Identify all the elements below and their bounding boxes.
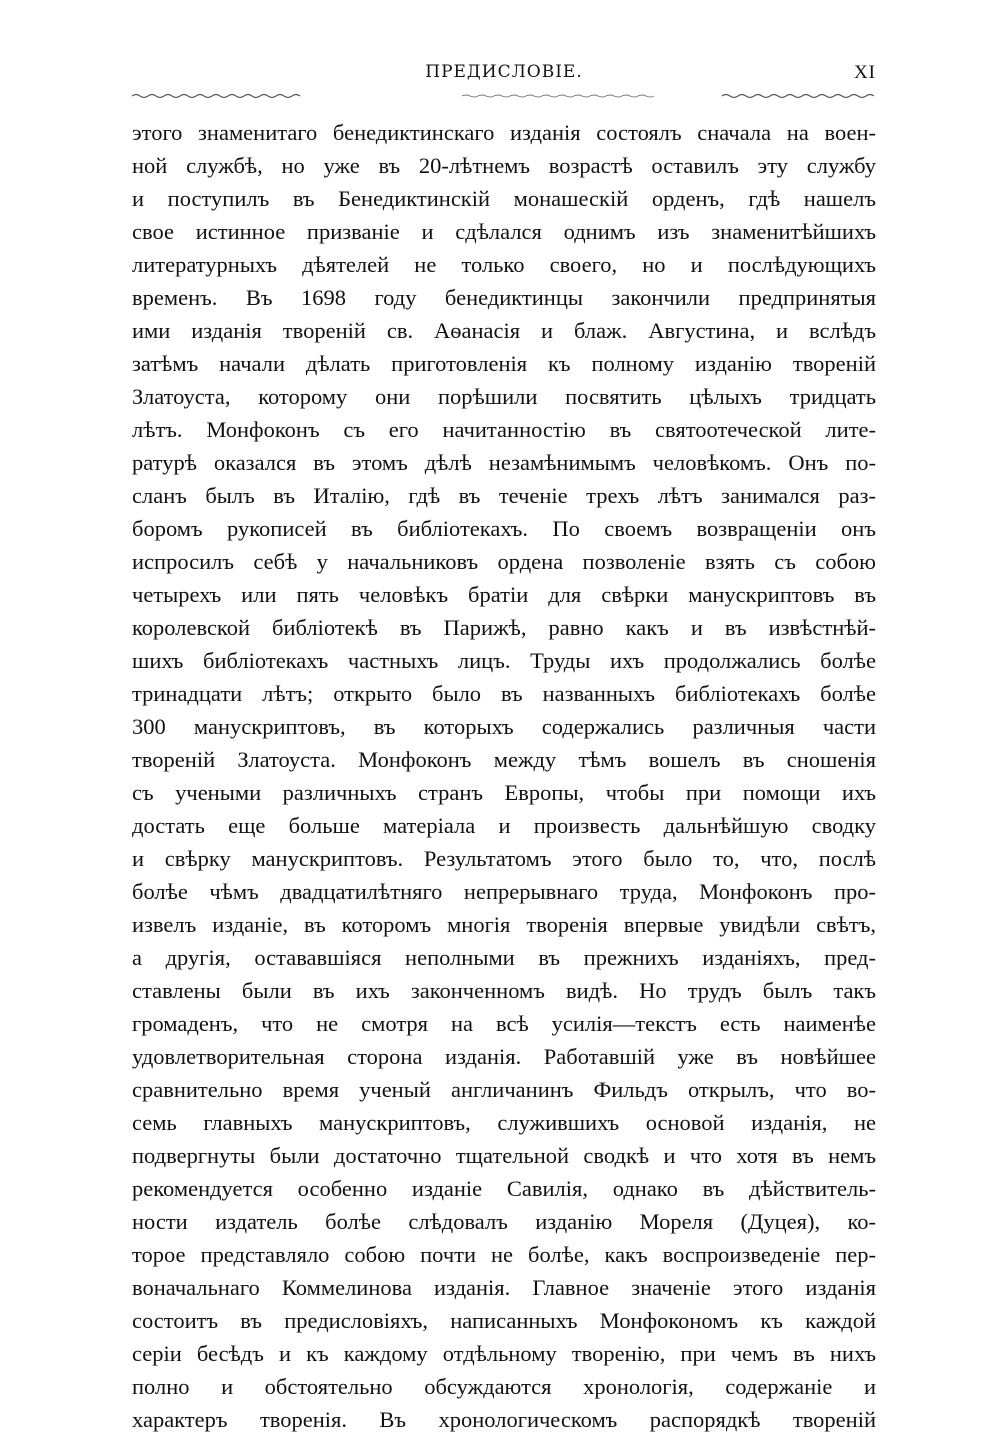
text-line: временъ. Въ 1698 году бенедиктинцы закончили предпринятыя (132, 285, 876, 310)
text-line: состоитъ въ предисловіяхъ, написанныхъ Монфокономъ къ каждой (132, 1308, 876, 1333)
running-title: ПРЕДИСЛОВІЕ. (425, 62, 583, 82)
text-line: ратурѣ оказался въ этомъ дѣлѣ незамѣнимымъ человѣкомъ. Онъ по- (132, 450, 876, 475)
text-line: и свѣрку манускриптовъ. Результатомъ этого было то, что, послѣ (132, 846, 876, 871)
text-line: рекомендуется особенно изданіе Савилія, однако въ дѣйствитель- (132, 1176, 876, 1201)
text-line: королевской библіотекѣ въ Парижѣ, равно какъ и въ извѣстнѣй- (132, 615, 876, 640)
text-line: семь главныхъ манускриптовъ, служившихъ основой изданія, не (132, 1110, 876, 1135)
text-line: болѣе чѣмъ двадцатилѣтняго непрерывнаго труда, Монфоконъ про- (132, 879, 876, 904)
text-line: Златоуста, которому они порѣшили посвятить цѣлыхъ тридцать (132, 384, 876, 409)
text-line: и поступилъ въ Бенедиктинскій монашескій орденъ, гдѣ нашелъ (132, 186, 876, 211)
text-line: затѣмъ начали дѣлать приготовленія къ полному изданію твореній (132, 351, 876, 376)
page-number: XI (853, 62, 876, 83)
text-line: четырехъ или пять человѣкъ братіи для свѣрки манускриптовъ въ (132, 582, 876, 607)
text-line: ности издатель болѣе слѣдовалъ изданію Мореля (Дуцея), ко- (132, 1209, 876, 1234)
text-line: извелъ изданіе, въ которомъ многія творенія впервые увидѣли свѣтъ, (132, 912, 876, 937)
wavy-rule-ornament (132, 92, 876, 100)
text-line: серіи бесѣдъ и къ каждому отдѣльному творенію, при чемъ въ нихъ (132, 1341, 876, 1366)
text-line: характеръ творенія. Въ хронологическомъ распорядкѣ твореній (132, 1407, 876, 1432)
text-line: боромъ рукописей въ библіотекахъ. По своемъ возвращеніи онъ (132, 516, 876, 541)
text-line: тринадцати лѣтъ; открыто было въ названныхъ библіотекахъ болѣе (132, 681, 876, 706)
text-line: ной службѣ, но уже въ 20-лѣтнемъ возрастѣ оставилъ эту службу (132, 153, 876, 178)
text-line: ставлены были въ ихъ законченномъ видѣ. Но трудъ былъ такъ (132, 978, 876, 1003)
text-line: торое представляло собою почти не болѣе, какъ воспроизведеніе пер- (132, 1242, 876, 1267)
text-line: свое истинное призваніе и сдѣлался однимъ изъ знаменитѣйшихъ (132, 219, 876, 244)
text-line: громаденъ, что не смотря на всѣ усилія—текстъ есть наименѣе (132, 1011, 876, 1036)
text-line: достать еще больше матеріала и произвесть дальнѣйшую сводку (132, 813, 876, 838)
text-line: сравнительно время ученый англичанинъ Фильдъ открылъ, что во- (132, 1077, 876, 1102)
text-line: испросилъ себѣ у начальниковъ ордена позволеніе взять съ собою (132, 549, 876, 574)
text-line: а другія, остававшіяся неполными въ прежнихъ изданіяхъ, пред- (132, 945, 876, 970)
header-ornament-rule (132, 92, 876, 100)
running-head (132, 62, 876, 88)
text-line: твореній Златоуста. Монфоконъ между тѣмъ вошелъ въ сношенія (132, 747, 876, 772)
text-line: подвергнуты были достаточно тщательной сводкѣ и что хотя въ немъ (132, 1143, 876, 1168)
text-line: съ учеными различныхъ странъ Европы, чтобы при помощи ихъ (132, 780, 876, 805)
text-line: литературныхъ дѣятелей не только своего, но и послѣдующихъ (132, 252, 876, 277)
text-line: удовлетворительная сторона изданія. Работавшій уже въ новѣйшее (132, 1044, 876, 1069)
text-line: полно и обстоятельно обсуждаются хронологія, содержаніе и (132, 1374, 876, 1399)
text-line: лѣтъ. Монфоконъ съ его начитанностію въ святоотеческой лите- (132, 417, 876, 442)
text-line: 300 манускриптовъ, въ которыхъ содержались различныя части (132, 714, 876, 739)
text-line: сланъ былъ въ Италію, гдѣ въ теченіе трехъ лѣтъ занимался раз- (132, 483, 876, 508)
text-line: ими изданія твореній св. Аѳанасія и блаж. Августина, и вслѣдъ (132, 318, 876, 343)
body-text (132, 116, 876, 1436)
text-line: воначальнаго Коммелинова изданія. Главное значеніе этого изданія (132, 1275, 876, 1300)
text-line: шихъ библіотекахъ частныхъ лицъ. Труды ихъ продолжались болѣе (132, 648, 876, 673)
text-line: этого знаменитаго бенедиктинскаго изданія состоялъ сначала на воен- (132, 120, 876, 145)
